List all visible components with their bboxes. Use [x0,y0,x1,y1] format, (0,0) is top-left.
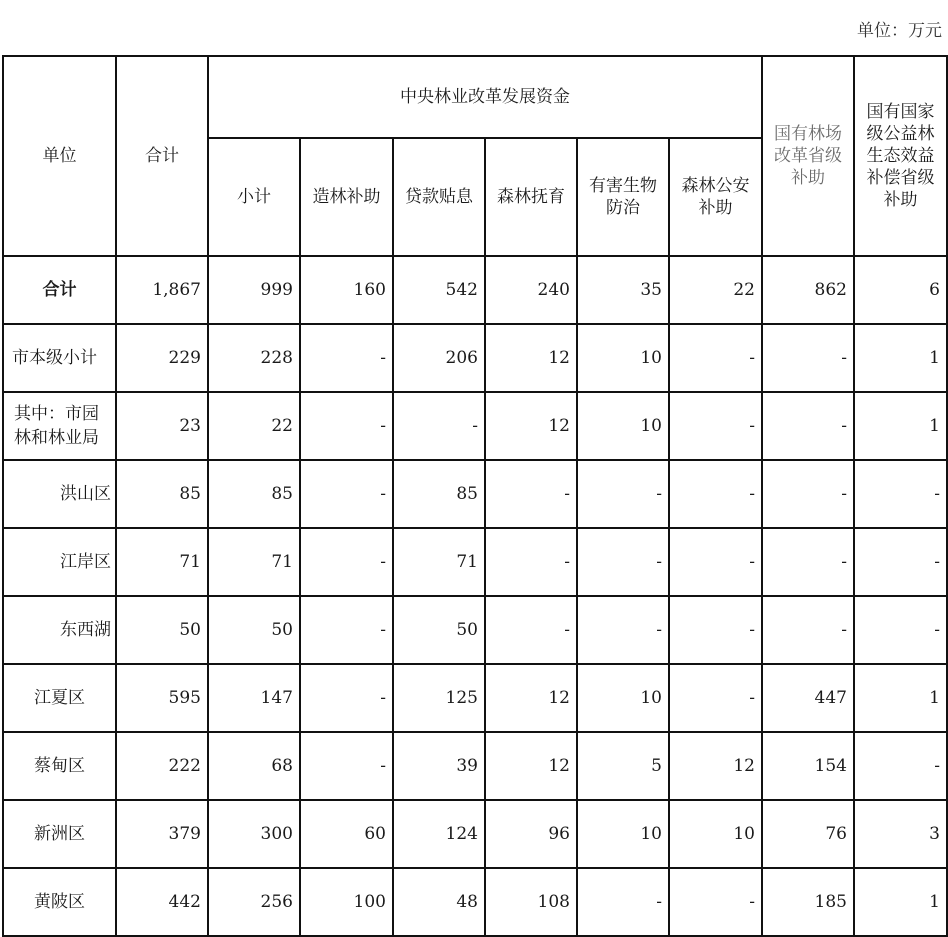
header-row-top [3,56,947,138]
cell-total: 222 [116,732,208,800]
cell-loan-subsidy: 206 [393,324,485,392]
cell-total: 442 [116,868,208,936]
row-unit: 东西湖 [3,596,116,664]
cell-forest-police: - [669,596,762,664]
cell-ecological: 1 [854,868,947,936]
cell-state-farm: - [762,392,854,460]
cell-total: 85 [116,460,208,528]
cell-afforestation: - [300,732,393,800]
table-row [3,392,947,460]
cell-loan-subsidy: 85 [393,460,485,528]
header-forest-tending: 森林抚育 [485,138,577,256]
cell-afforestation: - [300,664,393,732]
cell-loan-subsidy: 48 [393,868,485,936]
cell-total: 50 [116,596,208,664]
cell-ecological: 6 [854,256,947,324]
cell-forest-police: - [669,528,762,596]
cell-state-farm: 154 [762,732,854,800]
cell-forest-tending: 108 [485,868,577,936]
cell-forest-tending: - [485,460,577,528]
cell-pest-control: - [577,868,669,936]
row-unit: 洪山区 [3,460,116,528]
cell-ecological: 3 [854,800,947,868]
cell-loan-subsidy: 50 [393,596,485,664]
cell-ecological: - [854,460,947,528]
table-row [3,460,947,528]
header-total: 合计 [116,56,208,256]
cell-afforestation: - [300,392,393,460]
cell-afforestation: 60 [300,800,393,868]
cell-pest-control: 5 [577,732,669,800]
cell-total: 23 [116,392,208,460]
row-unit: 江夏区 [3,664,116,732]
cell-forest-police: - [669,664,762,732]
header-unit: 单位 [3,56,116,256]
cell-forest-police: - [669,392,762,460]
cell-loan-subsidy: - [393,392,485,460]
row-unit: 蔡甸区 [3,732,116,800]
cell-subtotal: 147 [208,664,300,732]
cell-forest-tending: 12 [485,324,577,392]
cell-state-farm: - [762,596,854,664]
cell-ecological: 1 [854,392,947,460]
cell-forest-police: - [669,460,762,528]
header-subtotal: 小计 [208,138,300,256]
table-row [3,528,947,596]
cell-loan-subsidy: 124 [393,800,485,868]
cell-loan-subsidy: 125 [393,664,485,732]
cell-ecological: 1 [854,664,947,732]
cell-afforestation: - [300,324,393,392]
cell-state-farm: 76 [762,800,854,868]
cell-loan-subsidy: 39 [393,732,485,800]
cell-forest-tending: - [485,528,577,596]
header-loan-subsidy: 贷款贴息 [393,138,485,256]
cell-state-farm: 447 [762,664,854,732]
cell-afforestation: - [300,596,393,664]
cell-forest-police: - [669,868,762,936]
table-row [3,664,947,732]
cell-ecological: - [854,528,947,596]
cell-loan-subsidy: 71 [393,528,485,596]
cell-total: 379 [116,800,208,868]
table-row [3,324,947,392]
cell-ecological: - [854,732,947,800]
header-pest-control: 有害生物防治 [577,138,669,256]
cell-subtotal: 999 [208,256,300,324]
cell-pest-control: 10 [577,324,669,392]
row-unit: 合计 [3,256,116,324]
cell-pest-control: 35 [577,256,669,324]
cell-total: 71 [116,528,208,596]
row-unit: 黄陂区 [3,868,116,936]
cell-forest-tending: 12 [485,392,577,460]
table-row [3,868,947,936]
row-unit: 江岸区 [3,528,116,596]
header-afforestation: 造林补助 [300,138,393,256]
funding-table [2,55,948,937]
row-unit: 其中：市园林和林业局 [3,392,116,460]
cell-state-farm: - [762,460,854,528]
cell-state-farm: 185 [762,868,854,936]
cell-subtotal: 300 [208,800,300,868]
table-row [3,800,947,868]
cell-pest-control: - [577,460,669,528]
row-unit: 新洲区 [3,800,116,868]
unit-note: 单位：万元 [857,21,942,41]
cell-total: 1,867 [116,256,208,324]
cell-total: 595 [116,664,208,732]
cell-forest-tending: 240 [485,256,577,324]
cell-pest-control: 10 [577,392,669,460]
cell-afforestation: - [300,460,393,528]
cell-state-farm: - [762,324,854,392]
cell-forest-tending: 96 [485,800,577,868]
cell-subtotal: 85 [208,460,300,528]
header-state-farm: 国有林场改革省级补助 [762,56,854,256]
header-central-fund: 中央林业改革发展资金 [208,56,762,138]
cell-forest-police: - [669,324,762,392]
cell-pest-control: 10 [577,664,669,732]
cell-ecological: - [854,596,947,664]
cell-subtotal: 256 [208,868,300,936]
cell-subtotal: 71 [208,528,300,596]
cell-subtotal: 22 [208,392,300,460]
cell-forest-police: 22 [669,256,762,324]
row-unit: 市本级小计 [3,324,116,392]
cell-forest-police: 12 [669,732,762,800]
cell-forest-police: 10 [669,800,762,868]
table-row [3,256,947,324]
cell-pest-control: - [577,528,669,596]
table-row [3,596,947,664]
cell-subtotal: 68 [208,732,300,800]
cell-loan-subsidy: 542 [393,256,485,324]
cell-ecological: 1 [854,324,947,392]
cell-state-farm: 862 [762,256,854,324]
cell-subtotal: 228 [208,324,300,392]
cell-pest-control: - [577,596,669,664]
header-forest-police: 森林公安补助 [669,138,762,256]
cell-state-farm: - [762,528,854,596]
cell-pest-control: 10 [577,800,669,868]
cell-afforestation: - [300,528,393,596]
cell-total: 229 [116,324,208,392]
cell-afforestation: 160 [300,256,393,324]
cell-afforestation: 100 [300,868,393,936]
cell-forest-tending: 12 [485,732,577,800]
header-ecological: 国有国家级公益林生态效益补偿省级补助 [854,56,947,256]
cell-forest-tending: 12 [485,664,577,732]
table-row [3,732,947,800]
cell-forest-tending: - [485,596,577,664]
cell-subtotal: 50 [208,596,300,664]
